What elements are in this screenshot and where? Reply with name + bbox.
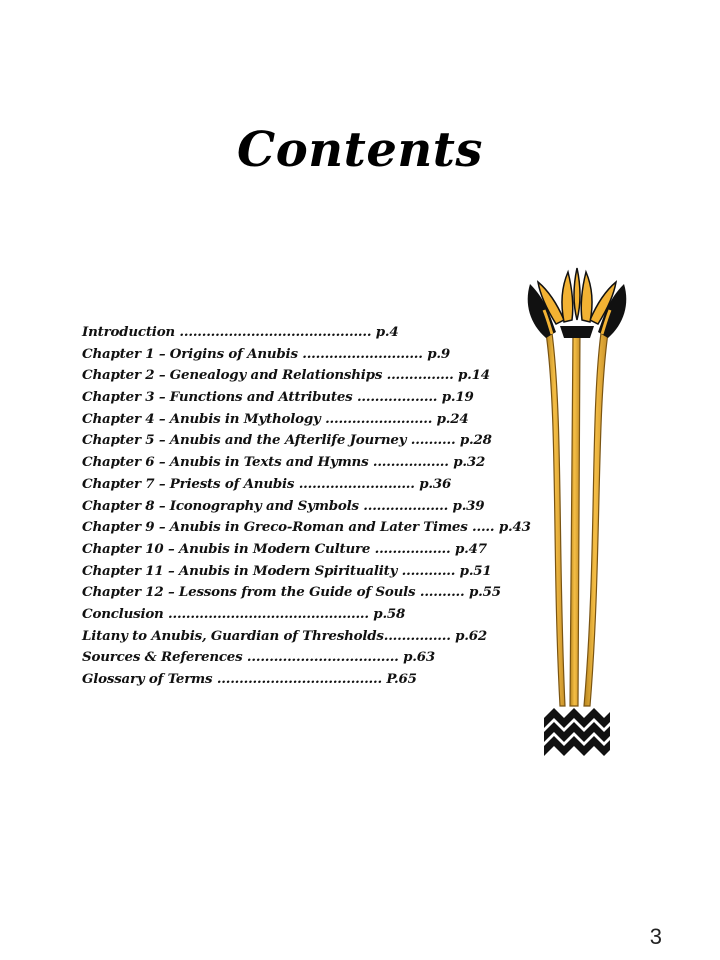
toc-entry-label: Litany to Anubis, Guardian of Thresholds	[82, 627, 384, 644]
toc-entry-page: p.4	[371, 324, 399, 340]
toc-entry	[82, 669, 522, 691]
toc-entry-page: p.32	[448, 454, 486, 471]
toc-entry-page: p.36	[414, 475, 452, 492]
toc-entry-page: p.63	[398, 649, 435, 666]
table-of-contents	[82, 322, 531, 691]
toc-entry	[82, 430, 522, 452]
toc-entry-page: p.9	[422, 345, 450, 362]
toc-entry-page: p.62	[450, 627, 488, 644]
toc-entry-page: p.14	[453, 367, 490, 384]
toc-entry-page: p.28	[455, 432, 492, 449]
toc-entry-label: Chapter 7 – Priests of Anubis	[82, 475, 295, 492]
toc-entry-label: Chapter 2 – Genealogy and Relationships	[82, 367, 383, 384]
toc-entry-page: p.55	[464, 584, 501, 601]
page-number: 3	[649, 924, 662, 949]
toc-entry-page: p.39	[448, 497, 485, 514]
toc-entry-label: Chapter 4 – Anubis in Mythology	[82, 410, 321, 427]
toc-entry-page: p.58	[368, 605, 406, 622]
toc-entry-leader: .....................................	[212, 671, 382, 687]
toc-entry-label: Chapter 5 – Anubis and the Afterlife Journey	[82, 432, 407, 449]
toc-entry	[82, 496, 522, 518]
toc-entry	[82, 582, 522, 604]
toc-entry	[82, 604, 522, 626]
toc-entry-label: Chapter 8 – Iconography and Symbols	[82, 497, 359, 514]
toc-entry-page: p.24	[432, 410, 469, 427]
toc-entry	[82, 561, 522, 583]
toc-entry	[82, 647, 522, 669]
toc-entry-leader: ..................	[352, 389, 438, 406]
toc-entry-leader: ............	[397, 562, 456, 579]
toc-entry	[82, 409, 522, 431]
toc-entry-leader: .................	[368, 454, 449, 471]
toc-entry-label: Chapter 10 – Anubis in Modern Culture	[82, 540, 371, 557]
toc-entry-label: Chapter 6 – Anubis in Texts and Hymns	[82, 454, 369, 471]
toc-entry-page: p.19	[437, 389, 474, 406]
toc-entry-label: Chapter 1 – Origins of Anubis	[82, 345, 298, 362]
toc-entry-leader: ..........	[406, 432, 456, 449]
toc-entry-leader: ...............	[383, 627, 451, 644]
toc-entry	[82, 474, 522, 496]
toc-entry-leader: .....	[467, 519, 495, 536]
toc-entry-leader: ...........................................	[174, 324, 372, 340]
toc-entry	[82, 517, 531, 539]
toc-entry-leader: .............................................	[163, 605, 369, 622]
toc-entry-label: Conclusion	[82, 605, 164, 622]
toc-entry	[82, 387, 522, 409]
toc-entry-label: Introduction	[82, 324, 175, 340]
toc-entry-label: Glossary of Terms	[82, 671, 213, 687]
toc-entry-leader: ...................	[358, 497, 449, 514]
toc-entry	[82, 322, 522, 344]
toc-entry-page: p.51	[455, 562, 492, 579]
toc-entry	[82, 344, 522, 366]
toc-entry	[82, 452, 522, 474]
toc-entry-leader: ..........................	[294, 475, 415, 492]
toc-entry	[82, 365, 522, 387]
egyptian-lotus-papyrus-column-icon	[500, 258, 640, 768]
toc-entry-leader: ..........	[415, 584, 465, 601]
toc-entry	[82, 626, 522, 648]
toc-entry-leader: ...............	[382, 367, 454, 384]
page-title: Contents	[237, 122, 483, 178]
toc-entry-leader: ........................	[320, 410, 433, 427]
toc-entry-leader: ...........................	[297, 345, 423, 362]
toc-entry-leader: ..................................	[242, 649, 399, 666]
toc-entry-label: Chapter 12 – Lessons from the Guide of Souls	[82, 584, 416, 601]
toc-entry-page: p.47	[450, 540, 487, 557]
toc-entry-label: Chapter 11 – Anubis in Modern Spirituality	[82, 562, 398, 579]
toc-entry-label: Chapter 3 – Functions and Attributes	[82, 389, 353, 406]
toc-entry-leader: .................	[370, 540, 451, 557]
toc-entry-label: Sources & References	[82, 649, 243, 666]
toc-entry-page: P.65	[381, 671, 417, 687]
toc-entry-page: p.43	[494, 519, 531, 536]
toc-entry	[82, 539, 522, 561]
toc-entry-label: Chapter 9 – Anubis in Greco-Roman and Later Times	[82, 519, 468, 536]
